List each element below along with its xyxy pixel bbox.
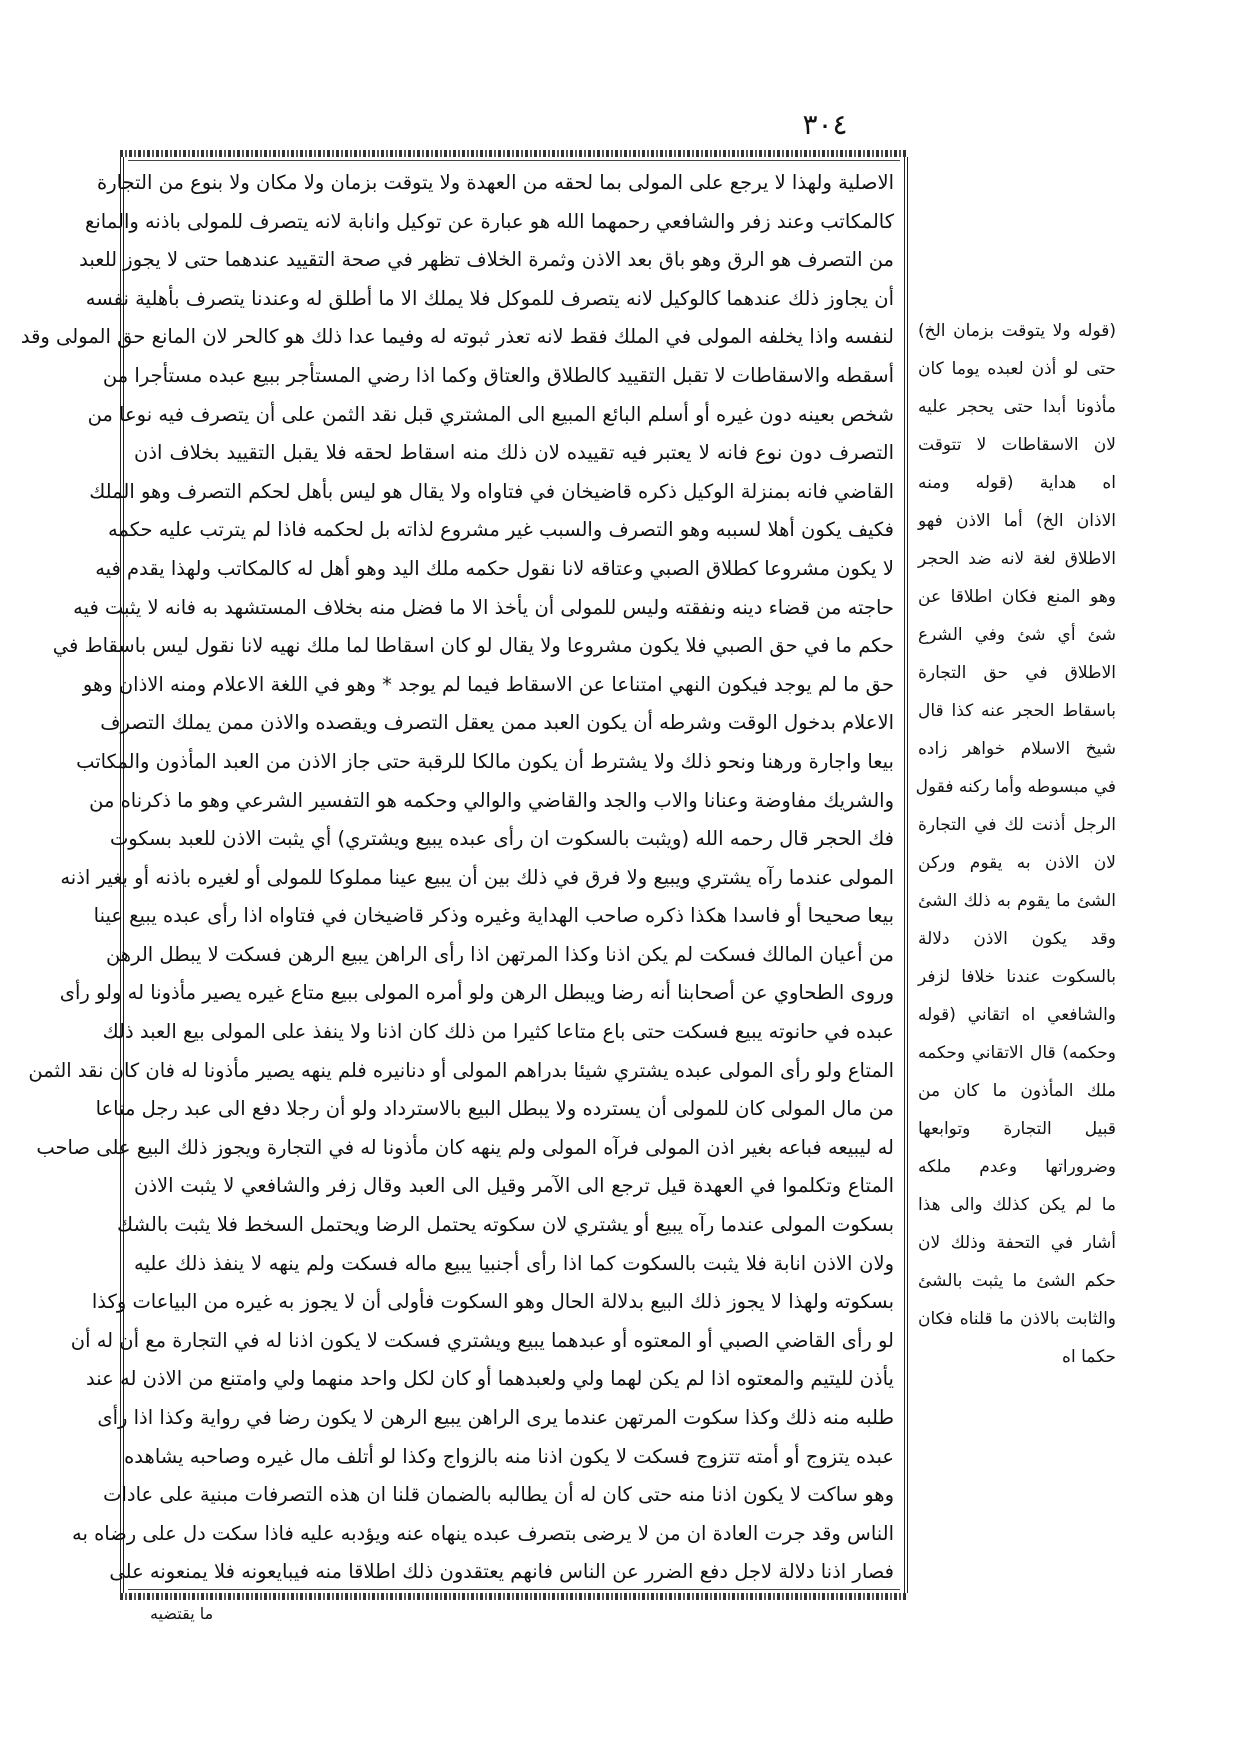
main-text-line: لو رأى القاضي الصبي أو المعتوه أو عبدهما يبيع ويشتري فسكت لا يكون اذنا له في التجارة مع أن له أن bbox=[70, 1328, 894, 1352]
main-text-line: كالمكاتب وعند زفر والشافعي رحمهما الله هو عبارة عن توكيل وانابة لانه يتصرف للمولى باذنه والمانع bbox=[84, 209, 894, 233]
main-text-line: بيعا صحيحا أو فاسدا هكذا ذكره صاحب الهداية وغيره وذكر قاضيخان في فتاواه اذا رأى عبده يبيع عينا bbox=[93, 904, 894, 928]
margin-note-line: قبيل التجارة وتوابعها bbox=[918, 1119, 1116, 1139]
margin-note-line: لان الاذن به يقوم وركن bbox=[918, 853, 1116, 873]
margin-note-line: الاطلاق لغة لانه ضد الحجر bbox=[918, 549, 1116, 569]
main-text-line: المتاع وتكلموا في العهدة قيل ترجع الى الآمر وقيل الى العبد وقال زفر والشافعي لا يثبت الاذن bbox=[134, 1174, 894, 1198]
margin-note-line: باسقاط الحجر عنه كذا قال bbox=[918, 701, 1116, 721]
bottom-border-band bbox=[120, 1593, 908, 1600]
top-border-band bbox=[120, 150, 908, 157]
margin-note-line: بالسكوت عندنا خلافا لزفر bbox=[918, 967, 1116, 987]
main-text-line: فصار اذنا دلالة لاجل دفع الضرر عن الناس فانهم يعتقدون ذلك اطلاقا منه فيبايعونه فلا يمنعونه على bbox=[109, 1560, 894, 1584]
margin-note-line: (قوله ولا يتوقت بزمان الخ) bbox=[918, 321, 1116, 341]
main-text-line: حكم ما في حق الصبي فلا يكون مشروعا ولا يقال لو كان اسقاطا لما ملك نهيه لانا نقول ليس باسقاط في bbox=[52, 634, 894, 658]
main-text-line: طلبه منه ذلك وكذا سكوت المرتهن عندما يرى الراهن يبيع الرهن لا يكون رضا في رواية وكذا اذا رأى bbox=[97, 1406, 894, 1429]
main-text-line: المولى عندما رآه يشتري ويبيع ولا فرق في ذلك بين أن يبيع عينا مملوكا للمولى أو لغيره باذنه أو بغير اذنه bbox=[60, 865, 894, 889]
main-text-line: أن يجاوز ذلك عندهما كالوكيل لانه يتصرف للموكل فلا يملك الا ما أطلق له وعندنا يتصرف بأهلية نفسه bbox=[85, 286, 894, 310]
main-text-line: بسكوته ولهذا لا يجوز ذلك البيع بدلالة الحال وهو السكوت فأولى أن لا يجوز به غيره من البياعات وكذا bbox=[91, 1290, 894, 1314]
main-text-line: لا يكون مشروعا كطلاق الصبي وعتاقه لانا نقول حكمه ملك اليد وهو أهل له كالمكاتب ولهذا يقدم فيه bbox=[95, 556, 894, 580]
main-text-line: حاجته من قضاء دينه ونفقته وليس للمولى أن يأخذ الا ما فضل منه بخلاف المستشهد به فانه لا يثبت فيه bbox=[73, 595, 894, 619]
main-text-line: أسقطه والاسقاطات لا تقبل التقييد كالطلاق والعتاق وكما اذا رضي المستأجر ببيع عبده مستأجرا من bbox=[102, 363, 894, 387]
main-text-line: له ليبيعه فباعه بغير اذن المولى فرآه المولى ولم ينهه كان مأذونا له في التجارة ويجوز ذلك البيع على صاحب bbox=[36, 1135, 894, 1159]
main-text-line: حق ما لم يوجد فيكون النهي امتناعا عن الاسقاط فيما لم يوجد * وهو في اللغة الاعلام ومنه الاذان وهو bbox=[82, 672, 894, 696]
margin-note-line: حكم الشئ ما يثبت بالشئ bbox=[918, 1271, 1116, 1291]
main-text-line: الناس وقد جرت العادة ان من لا يرضى بتصرف عبده ينهاه عنه ويؤدبه عليه فاذا سكت دل على رضاه به bbox=[72, 1521, 894, 1545]
main-text-line: ولان الاذن انابة فلا يثبت بالسكوت كما اذا رأى أجنبيا يبيع ماله فسكت ولم ينهه لا ينفذ ذلك عليه bbox=[134, 1251, 894, 1275]
margin-note-line: أشار في التحفة وذلك لان bbox=[918, 1233, 1116, 1253]
main-text-line: فك الحجر قال رحمه الله (ويثبت بالسكوت ان رأى عبده يبيع ويشتري) أي يثبت الاذن للعبد بسكوت bbox=[109, 827, 894, 851]
page-number: ٣٠٤ bbox=[802, 108, 848, 141]
margin-note-line: شيخ الاسلام خواهر زاده bbox=[918, 739, 1116, 759]
main-text-line: المتاع ولو رأى المولى عبده يشتري شيئا بدراهم المولى أو دنانيره فلم ينهه يصير مأذونا له فان كان نقد الثمن bbox=[28, 1058, 894, 1082]
margin-note-line: حكما اه bbox=[1062, 1347, 1116, 1367]
margin-note-line: اه هداية (قوله ومنه bbox=[918, 473, 1116, 493]
main-text-line: عبده في حانوته يبيع فسكت حتى باع متاعا كثيرا من ذلك كان اذنا ولا ينفذ على المولى بيع العبد ذلك bbox=[102, 1020, 894, 1044]
main-text-line: شخص بعينه دون غيره أو أسلم البائع المبيع الى المشتري قبل نقد الثمن على أن يتصرف فيه نوعا من bbox=[87, 402, 894, 426]
bottom-inner-rule bbox=[128, 1589, 900, 1590]
margin-note-line: ما لم يكن كذلك والى هذا bbox=[918, 1195, 1116, 1215]
main-text-line: من مال المولى كان للمولى أن يسترده ولا يبطل البيع بالاسترداد ولو أن رجلا دفع الى عبد رجل متاعا bbox=[95, 1097, 894, 1121]
margin-note-line: حتى لو أذن لعبده يوما كان bbox=[918, 359, 1116, 379]
margin-note-line: وقد يكون الاذن دلالة bbox=[918, 929, 1116, 949]
main-text-line: القاضي فانه بمنزلة الوكيل ذكره قاضيخان في فتاواه ولا يقال هو ليس بأهل لحكم التصرف وهو الملك bbox=[89, 479, 894, 503]
margin-note-line: الاذان الخ) أما الاذن فهو bbox=[918, 511, 1116, 531]
top-inner-rule bbox=[128, 160, 900, 161]
margin-note-line: وضروراتها وعدم ملكه bbox=[918, 1157, 1116, 1177]
main-text-body bbox=[20, 164, 894, 1592]
main-text-line: بيعا واجارة ورهنا ونحو ذلك ولا يشترط أن يكون مالكا للرقبة حتى جاز الاذن من العبد المأذون والمكاتب bbox=[76, 749, 894, 773]
margin-note-line: وحكمه) قال الاتقاني وحكمه bbox=[918, 1043, 1116, 1063]
main-text-line: من أعيان المالك فسكت لم يكن اذنا وكذا المرتهن اذا رأى الراهن يبيع الرهن فسكت لا يبطل الرهن bbox=[105, 942, 894, 966]
main-text-line: بسكوت المولى عندما رآه يبيع أو يشتري لان سكوته يحتمل الرضا ويحتمل السخط فلا يثبت بالشك bbox=[117, 1213, 894, 1237]
margin-note-line: الاطلاق في حق التجارة bbox=[918, 663, 1116, 683]
margin-note-line: والشافعي اه اتقاني (قوله bbox=[918, 1005, 1116, 1025]
margin-note-line: ملك المأذون ما كان من bbox=[918, 1081, 1116, 1101]
main-text-line: عبده يتزوج أو أمته تتزوج فسكت لا يكون اذنا منه بالزواج وكذا لو أتلف مال غيره وصاحبه يشاهده bbox=[124, 1444, 894, 1468]
catchword: ما يقتضيه bbox=[150, 1604, 214, 1623]
main-text-frame bbox=[20, 150, 908, 1600]
margin-note-line: شئ أي شئ وفي الشرع bbox=[918, 625, 1116, 645]
main-text-line: الاعلام بدخول الوقت وشرطه أن يكون العبد ممن يعقل التصرف ويقصده والاذن ممن يملك التصرف bbox=[100, 711, 894, 735]
margin-note-line: والثابت بالاذن ما قلناه فكان bbox=[918, 1309, 1116, 1329]
margin-note-line: الرجل أذنت لك في التجارة bbox=[918, 815, 1116, 835]
main-text-line: الاصلية ولهذا لا يرجع على المولى بما لحقه من العهدة ولا يتوقت بزمان ولا مكان ولا بنوع من التجارة bbox=[97, 171, 894, 194]
main-text-line: يأذن لليتيم والمعتوه اذا لم يكن لهما ولي ولعبدهما أو كان لكل واحد منهما ولي وامتنع من الاذن له عند bbox=[86, 1367, 894, 1391]
main-text-line: فكيف يكون أهلا لسببه وهو التصرف والسبب غير مشروع لذاته بل لحكمه فاذا لم يترتب عليه حكمه bbox=[107, 518, 894, 542]
main-text-line: وهو ساكت لا يكون اذنا منه حتى كان له أن يطالبه بالضمان قلنا ان هذه التصرفات مبنية على عادات bbox=[103, 1483, 894, 1507]
margin-note-line: وهو المنع فكان اطلاقا عن bbox=[918, 587, 1116, 607]
margin-note-line: لان الاسقاطات لا تتوقت bbox=[918, 435, 1116, 455]
margin-note-line: في مبسوطه وأما ركنه فقول bbox=[915, 777, 1116, 797]
main-text-line: وروى الطحاوي عن أصحابنا أنه رضا ويبطل الرهن ولو أمره المولى ببيع متاع غيره يصير مأذونا له ولو رأى bbox=[59, 981, 894, 1005]
main-text-line: لنفسه واذا يخلفه المولى في الملك فقط لانه تعذر ثبوته له وفيما عدا ذلك هو كالحر لان المانع حق المولى وقد bbox=[20, 325, 894, 349]
main-text-line: والشريك مفاوضة وعنانا والاب والجد والقاضي والوالي وحكمه هو التفسير الشرعي وهو ما ذكرناه من bbox=[89, 788, 894, 812]
margin-note-line: الشئ ما يقوم به ذلك الشئ bbox=[918, 891, 1116, 911]
margin-notes bbox=[915, 312, 1116, 1376]
main-text-line: من التصرف هو الرق وهو باق بعد الاذن وثمرة الخلاف تظهر في صحة التقييد عندهما حتى لا يجوز للعبد bbox=[79, 248, 894, 272]
main-text-line: التصرف دون نوع فانه لا يعتبر فيه تقييده لان ذلك منه اسقاط لحقه فلا يقبل التقييد بخلاف اذن bbox=[134, 441, 894, 465]
margin-note-line: مأذونا أبدا حتى يحجر عليه bbox=[918, 397, 1116, 417]
